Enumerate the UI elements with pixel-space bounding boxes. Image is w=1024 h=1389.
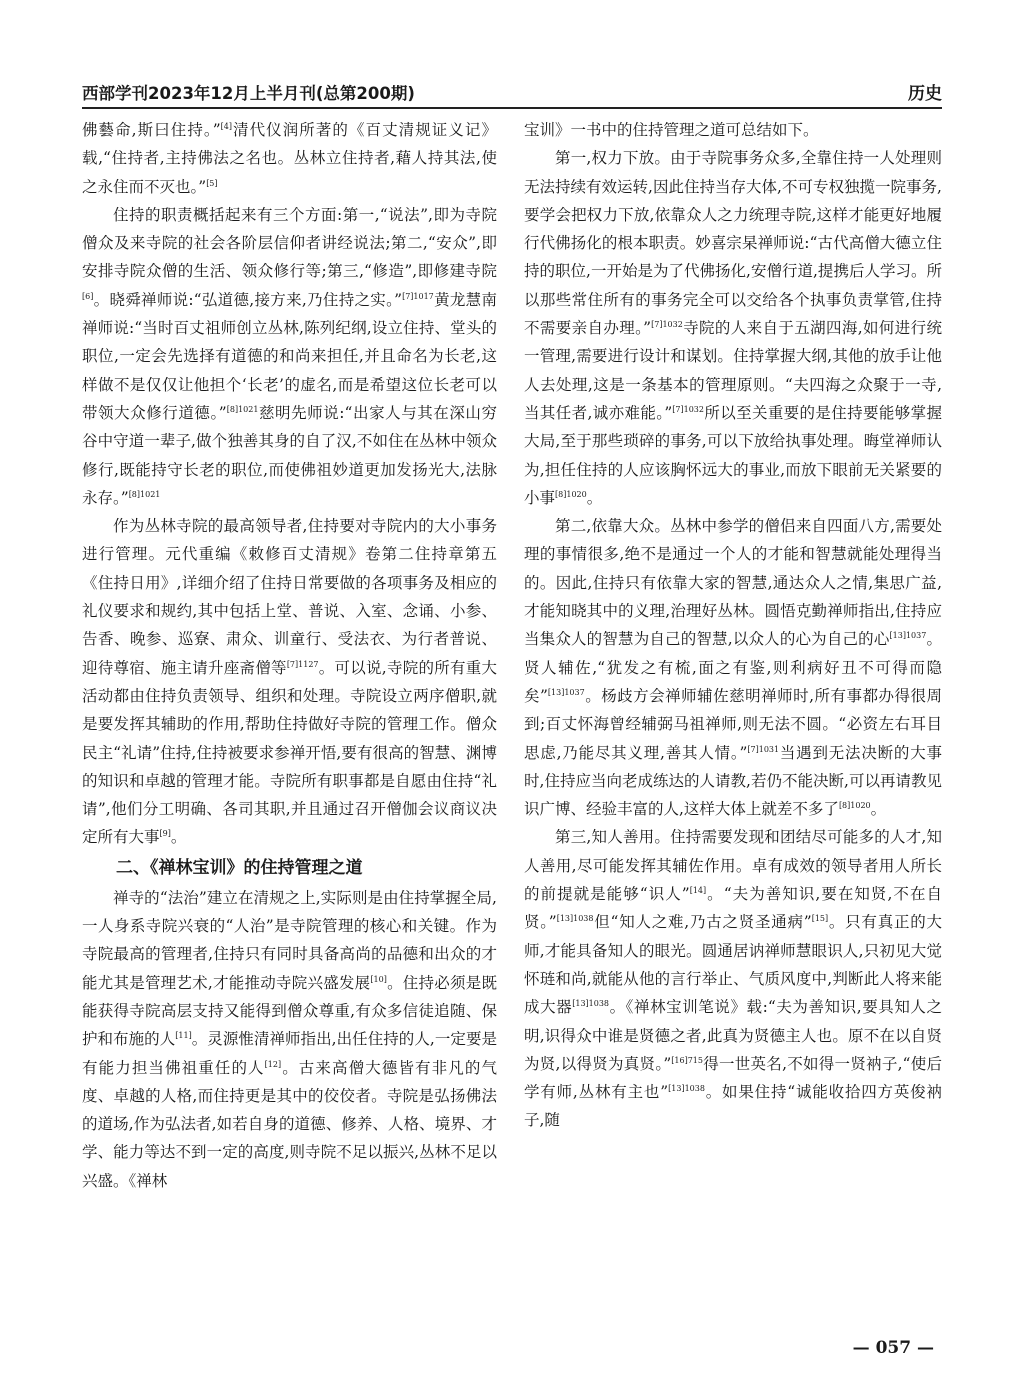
paragraph: 佛藝命,斯曰住持。”[4]清代仪润所著的《百丈清规证义记》载,“住持者,主持佛法之名也。丛林立住持者,藉人持其法,使之永住而不灭也。”[5] — [82, 121, 497, 196]
paragraph: 第一,权力下放。由于寺院事务众多,全靠住持一人处理则无法持续有效运转,因此住持当存大体,不可专权独揽一院事务,要学会把权力下放,依靠众人之力统理寺院,这样才能更好地履行代佛扬化的根本职责。妙喜宗杲禅师说:“古代高僧大德立住持的职位,一开始是为了代佛扬化,安僧行道,提携后人学习。所以那些常住所有的事务完全可以交给各个执事负责掌管,住持不需要亲自办理。”$^{[7]1032}$寺院的人来自于五湖四海,如何进行统一管理,需要进行设计和谋划。住持掌握大纲,其他的放手让他人去处理,这是一条基本的管理原则。“夫四海之众聚于一寺,当其任者,诚亦难能。”$^{[7]1032}$所以至关重要的是住持要能够掌握大局,至于那些琐碎的事务,可以下放给执事处理。晦堂禅师认为,担任住持的人应该胸怀远大的事业,而放下眼前无关紧要的小事$^{[8]1020}$。 — [524, 149, 942, 507]
paragraph: 住持的职责概括起来有三个方面:第一,“说法”,即为寺院僧众及来寺院的社会各阶层信仰者讲经说法;第二,“安众”,即安排寺院众僧的生活、领众修行等;第三,“修造”,即修建寺院[6]。晓舜禅师说:“弘道德,接方来,乃住持之实。”$^{[7]1017}$黄龙慧南禅师说:“当时百丈祖师创立丛林,陈列纪纲,设立住持、堂头的职位,一定会先选择有道德的和尚来担任,并且命名为长老,这样做不是仅仅让他担个‘长老’的虚名,而是希望这位长老可以带领大众修行道德。”$^{[8]1021}$慈明先师说:“出家人与其在深山穷谷中守道一辈子,做个独善其身的自了汉,不如住在丛林中领众修行,既能持守长老的职位,而使佛祖妙道更加发扬光大,法脉永存。”$^{[8]1021}$ — [82, 205, 497, 507]
right-column — [524, 116, 942, 1135]
left-column — [82, 116, 497, 1195]
header-rule — [82, 107, 942, 109]
running-header — [82, 70, 942, 104]
section-name: 历史 — [908, 84, 942, 104]
journal-title: 西部学刊2023年12月上半月刊(总第200期) — [82, 84, 415, 103]
paragraph: 作为丛林寺院的最高领导者,住持要对寺院内的大小事务进行管理。元代重编《敕修百丈清规》卷第二住持章第五《住持日用》,详细介绍了住持日常要做的各项事务及相应的礼仪要求和规约,其中包括上堂、普说、入室、念诵、小参、告香、晚参、巡寮、肃众、训童行、受法衣、为行者普说、迎待尊宿、施主请升座斋僧等$^{[7]1127}$。可以说,寺院的所有重大活动都由住持负责领导、组织和处理。寺院设立两序僧职,就是要发挥其辅助的作用,帮助住持做好寺院的管理工作。僧众民主“礼请”住持,住持被要求参禅开悟,要有很高的智慧、渊博的知识和卓越的管理才能。寺院所有职事都是自愿由住持“礼请”,他们分工明确、各司其职,并且通过召开僧伽会议商议决定所有大事[9]。 — [82, 517, 497, 847]
section-heading: 二、《禅林宝训》的住持管理之道 — [116, 857, 363, 878]
paragraph: 第二,依靠大众。丛林中参学的僧侣来自四面八方,需要处理的事情很多,绝不是通过一个人的才能和智慧就能处理得当的。因此,住持只有依靠大家的智慧,通达众人之情,集思广益,才能知晓其中的义理,治理好丛林。圆悟克勤禅师指出,住持应当集众人的智慧为自己的智慧,以众人的心为自己的心$^{[13]1037}$。贤人辅佐,“犹发之有梳,面之有鉴,则利病好丑不可得而隐矣”$^{[13]1037}$。杨歧方会禅师辅佐慈明禅师时,所有事都办得很周到;百丈怀海曾经辅弼马祖禅师,则无法不圆。“必资左右耳目思虑,乃能尽其义理,善其人情。”$^{[7]1031}$当遇到无法决断的大事时,住持应当向老成练达的人请教,若仍不能决断,可以再请教见识广博、经验丰富的人,这样大体上就差不多了$^{[8]1020}$。 — [524, 517, 942, 819]
paragraph: 禅寺的“法治”建立在清规之上,实际则是由住持掌握全局,一人身系寺院兴衰的“人治”是寺院管理的核心和关键。作为寺院最高的管理者,住持只有同时具备高尚的品德和出众的才能尤其是管理艺术,才能推动寺院兴盛发展[10]。住持必须是既能获得寺院高层支持又能得到僧众尊重,有众多信徒追随、保护和布施的人[11]。灵源惟清禅师指出,出任住持的人,一定要是有能力担当佛祖重任的人[12]。古来高僧大德皆有非凡的气度、卓越的人格,而住持更是其中的佼佼者。寺院是弘扬佛法的道场,作为弘法者,如若自身的道德、修养、人格、境界、才学、能力等达不到一定的高度,则寺院不足以振兴,丛林不足以兴盛。《禅林 — [82, 888, 497, 1190]
page-number: — 057 — — [852, 1338, 934, 1358]
paragraph: 宝训》一书中的住持管理之道可总结如下。 — [524, 121, 819, 139]
paragraph: 第三,知人善用。住持需要发现和团结尽可能多的人才,知人善用,尽可能发挥其辅佐作用。卓有成效的领导者用人所长的前提就是能够“识人”[14]。“夫为善知识,要在知贤,不在自贤。”$^{[13]1038}$但“知人之难,乃古之贤圣通病”[15]。只有真正的大师,才能具备知人的眼光。圆通居讷禅师慧眼识人,只初见大觉怀琏和尚,就能从他的言行举止、气质风度中,判断此人将来能成大器$^{[13]1038}$。《禅林宝训笔说》载:“夫为善知识,要具知人之明,识得众中谁是贤德之者,此真为贤德主人也。原不在以自贤为贤,以得贤为真贤。”$^{[16]715}$得一世英名,不如得一贤衲子,“使后学有师,丛林有主也”$^{[13]1038}$。如果住持“诚能收拾四方英俊衲子,随 — [524, 828, 942, 1130]
